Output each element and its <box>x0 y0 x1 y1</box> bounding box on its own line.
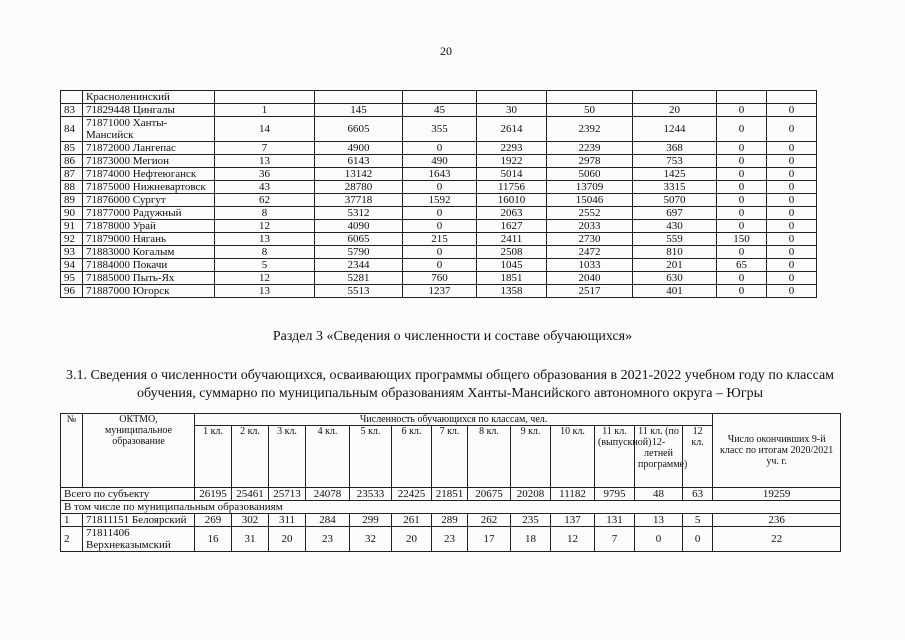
table-cell: 5014 <box>477 168 547 181</box>
table-cell: 0 <box>767 117 817 142</box>
table-cell: 760 <box>403 272 477 285</box>
table-cell: 0 <box>717 155 767 168</box>
table-cell: 0 <box>635 527 683 552</box>
table-cell: 2040 <box>547 272 633 285</box>
table-cell: 13 <box>635 514 683 527</box>
including-row <box>61 501 841 514</box>
header-row <box>61 414 841 426</box>
table-cell: 1045 <box>477 259 547 272</box>
municipality-name: 71885000 Пыть-Ях <box>83 272 215 285</box>
table-cell: 1 <box>215 104 315 117</box>
total-label: Всего по субъекту <box>61 488 195 501</box>
table-cell: 0 <box>767 246 817 259</box>
table-cell: 368 <box>633 142 717 155</box>
grade-header: 5 кл. <box>350 426 392 488</box>
table-cell: 14 <box>215 117 315 142</box>
table-cell: 13709 <box>547 181 633 194</box>
table-cell: 235 <box>511 514 551 527</box>
grade-header: 12 кл. <box>683 426 713 488</box>
row-number: 83 <box>61 104 83 117</box>
grade-header: 8 кл. <box>468 426 511 488</box>
table-cell: 0 <box>717 142 767 155</box>
table-row <box>61 181 817 194</box>
table-cell: 0 <box>767 142 817 155</box>
table-cell: 1851 <box>477 272 547 285</box>
table-cell: 20 <box>633 104 717 117</box>
municipality-name: 71872000 Лангепас <box>83 142 215 155</box>
total-value: 63 <box>683 488 713 501</box>
table-cell: 1627 <box>477 220 547 233</box>
row-number: 89 <box>61 194 83 207</box>
header-oktmo: ОКТМО, муниципальное образование <box>83 414 195 488</box>
total-value: 25461 <box>232 488 269 501</box>
municipality-name: 71877000 Радужный <box>83 207 215 220</box>
municipality-name: 71887000 Югорск <box>83 285 215 298</box>
total-value: 9795 <box>595 488 635 501</box>
row-number: 85 <box>61 142 83 155</box>
table-cell: 23 <box>432 527 468 552</box>
total-value: 22425 <box>392 488 432 501</box>
table-cell: 50 <box>547 104 633 117</box>
total-value: 24078 <box>306 488 350 501</box>
table-cell: 6065 <box>315 233 403 246</box>
table-cell: 1033 <box>547 259 633 272</box>
table-cell: 22 <box>713 527 841 552</box>
total-value: 48 <box>635 488 683 501</box>
grade-header: 4 кл. <box>306 426 350 488</box>
table-cell: 16 <box>195 527 232 552</box>
table-cell: 5 <box>215 259 315 272</box>
table-cell: 4090 <box>315 220 403 233</box>
table-row <box>61 207 817 220</box>
table-cell: 0 <box>717 194 767 207</box>
row-number: 88 <box>61 181 83 194</box>
table-cell: 23 <box>306 527 350 552</box>
table-cell: 0 <box>767 194 817 207</box>
total-value: 25713 <box>269 488 306 501</box>
municipality-name: 71878000 Урай <box>83 220 215 233</box>
table-cell: 3315 <box>633 181 717 194</box>
table-cell: 0 <box>767 155 817 168</box>
table-cell: 0 <box>767 233 817 246</box>
table-cell: 5060 <box>547 168 633 181</box>
table-cell: 0 <box>403 207 477 220</box>
table-cell: 32 <box>350 527 392 552</box>
grade-header: 10 кл. <box>551 426 595 488</box>
grade-header: 6 кл. <box>392 426 432 488</box>
table-cell: 45 <box>403 104 477 117</box>
table-cell: 137 <box>551 514 595 527</box>
table-cell: 6143 <box>315 155 403 168</box>
table-row <box>61 155 817 168</box>
table-cell: 2033 <box>547 220 633 233</box>
table-cell: 355 <box>403 117 477 142</box>
including-label: В том числе по муниципальным образованиям <box>61 501 841 514</box>
table-cell: 8 <box>215 207 315 220</box>
table-cell: 311 <box>269 514 306 527</box>
table-cell: 262 <box>468 514 511 527</box>
table-cell: 131 <box>595 514 635 527</box>
municipality-name: 71879000 Нягань <box>83 233 215 246</box>
table-cell: 1643 <box>403 168 477 181</box>
header-graduates: Число окончивших 9-й класс по итогам 2020/2021 уч. г. <box>713 414 841 488</box>
table-cell: 20 <box>392 527 432 552</box>
table-cell: 0 <box>767 168 817 181</box>
table-cell: 2614 <box>477 117 547 142</box>
table-row <box>61 259 817 272</box>
table-row <box>61 527 841 552</box>
table-cell: 17 <box>468 527 511 552</box>
table-cell: 5281 <box>315 272 403 285</box>
table-row <box>61 246 817 259</box>
table-cell: 0 <box>403 220 477 233</box>
table-cell: 1237 <box>403 285 477 298</box>
table-cell: 12 <box>215 220 315 233</box>
table-row <box>61 104 817 117</box>
header-num: № <box>61 414 83 488</box>
table-cell: 0 <box>767 285 817 298</box>
table-cell: 13 <box>215 233 315 246</box>
table-cell: 18 <box>511 527 551 552</box>
table-cell: 299 <box>350 514 392 527</box>
table-cell: 0 <box>717 207 767 220</box>
row-number: 86 <box>61 155 83 168</box>
table-cell: 289 <box>432 514 468 527</box>
table-cell: 12 <box>551 527 595 552</box>
total-value: 11182 <box>551 488 595 501</box>
municipality-name: 71875000 Нижневартовск <box>83 181 215 194</box>
table-row <box>61 142 817 155</box>
table-cell: 8 <box>215 246 315 259</box>
table-cell: 0 <box>717 181 767 194</box>
table-cell: 2063 <box>477 207 547 220</box>
table-cell: 15046 <box>547 194 633 207</box>
table-cell: 11756 <box>477 181 547 194</box>
students-by-grade-table <box>60 413 841 552</box>
municipality-table-continued <box>60 90 817 298</box>
table-cell: 1358 <box>477 285 547 298</box>
table-cell: 0 <box>717 246 767 259</box>
table-cell: 43 <box>215 181 315 194</box>
row-number: 1 <box>61 514 83 527</box>
table-cell: 559 <box>633 233 717 246</box>
row-number: 90 <box>61 207 83 220</box>
table-cell: 0 <box>717 285 767 298</box>
table-cell: 261 <box>392 514 432 527</box>
table-cell: 31 <box>232 527 269 552</box>
table-cell: 0 <box>717 117 767 142</box>
table-cell: 2344 <box>315 259 403 272</box>
municipality-name: 71811406 Верхнеказымский <box>83 527 195 552</box>
total-value: 26195 <box>195 488 232 501</box>
table-cell: 753 <box>633 155 717 168</box>
table-cell: 0 <box>683 527 713 552</box>
table-cell: 2552 <box>547 207 633 220</box>
table-cell: 13142 <box>315 168 403 181</box>
table-cell: 2239 <box>547 142 633 155</box>
municipality-name: 71883000 Когалым <box>83 246 215 259</box>
header-group: Численность обучающихся по классам, чел. <box>195 414 713 426</box>
table-cell: 0 <box>767 272 817 285</box>
table-row <box>61 285 817 298</box>
table-cell: 36 <box>215 168 315 181</box>
municipality-name: 71874000 Нефтеюганск <box>83 168 215 181</box>
table-cell: 0 <box>767 104 817 117</box>
table-cell: 13 <box>215 285 315 298</box>
table-row <box>61 514 841 527</box>
total-row <box>61 488 841 501</box>
table-cell: 630 <box>633 272 717 285</box>
table-cell: 0 <box>767 259 817 272</box>
table-cell: 20 <box>269 527 306 552</box>
table-cell: 16010 <box>477 194 547 207</box>
table-row <box>61 117 817 142</box>
table-cell: 0 <box>403 142 477 155</box>
table-cell: 2293 <box>477 142 547 155</box>
grade-header: 11 кл. (по 12-летней программе) <box>635 426 683 488</box>
municipality-name: 71873000 Мегион <box>83 155 215 168</box>
table-cell: 4900 <box>315 142 403 155</box>
table-cell: 284 <box>306 514 350 527</box>
table-cell: 7 <box>595 527 635 552</box>
table-cell: 0 <box>767 220 817 233</box>
table-row <box>61 91 817 104</box>
table-cell: 2978 <box>547 155 633 168</box>
table-cell: 5513 <box>315 285 403 298</box>
table-cell: 5790 <box>315 246 403 259</box>
table-cell: 145 <box>315 104 403 117</box>
table-cell: 810 <box>633 246 717 259</box>
total-value: 20675 <box>468 488 511 501</box>
table-cell: 7 <box>215 142 315 155</box>
table-cell: 269 <box>195 514 232 527</box>
table-cell: 1922 <box>477 155 547 168</box>
table-cell: 697 <box>633 207 717 220</box>
table-cell: 2411 <box>477 233 547 246</box>
total-value: 21851 <box>432 488 468 501</box>
total-value: 19259 <box>713 488 841 501</box>
table-cell: 5 <box>683 514 713 527</box>
row-number: 91 <box>61 220 83 233</box>
row-number: 93 <box>61 246 83 259</box>
table-cell: 401 <box>633 285 717 298</box>
table-cell: 30 <box>477 104 547 117</box>
table-cell: 150 <box>717 233 767 246</box>
table-cell: 13 <box>215 155 315 168</box>
table-cell: 2472 <box>547 246 633 259</box>
table-cell: 62 <box>215 194 315 207</box>
table-cell: 0 <box>403 181 477 194</box>
table-cell: 65 <box>717 259 767 272</box>
table-cell: 0 <box>767 181 817 194</box>
row-number: 84 <box>61 117 83 142</box>
table-cell: 0 <box>717 104 767 117</box>
municipality-name: 71811151 Белоярский <box>83 514 195 527</box>
table-cell: 0 <box>717 220 767 233</box>
grade-header: 7 кл. <box>432 426 468 488</box>
grade-header: 11 кл. (выпускной) <box>595 426 635 488</box>
grade-header: 1 кл. <box>195 426 232 488</box>
table-cell: 2730 <box>547 233 633 246</box>
row-number: 94 <box>61 259 83 272</box>
total-value: 20208 <box>511 488 551 501</box>
municipality-name: 71884000 Покачи <box>83 259 215 272</box>
municipality-name: 71829448 Цингалы <box>83 104 215 117</box>
row-number: 95 <box>61 272 83 285</box>
table-cell: 1592 <box>403 194 477 207</box>
table-cell: 1425 <box>633 168 717 181</box>
table-row <box>61 194 817 207</box>
grade-header: 3 кл. <box>269 426 306 488</box>
row-number: 2 <box>61 527 83 552</box>
table-cell: 430 <box>633 220 717 233</box>
table-cell: 490 <box>403 155 477 168</box>
row-number: 87 <box>61 168 83 181</box>
table-cell: 201 <box>633 259 717 272</box>
table-row <box>61 272 817 285</box>
table-cell: 2508 <box>477 246 547 259</box>
table-cell: 0 <box>403 246 477 259</box>
table-cell: 1244 <box>633 117 717 142</box>
grade-header: 2 кл. <box>232 426 269 488</box>
table-cell: Красноленинский <box>83 91 215 104</box>
table-cell: 0 <box>717 168 767 181</box>
table-cell: 0 <box>767 207 817 220</box>
municipality-name: 71871000 Ханты-Мансийск <box>83 117 215 142</box>
table-cell: 236 <box>713 514 841 527</box>
page-number: 20 <box>440 44 452 58</box>
table-cell: 215 <box>403 233 477 246</box>
table-cell: 0 <box>717 272 767 285</box>
row-number: 92 <box>61 233 83 246</box>
table-row <box>61 168 817 181</box>
table-cell: 2392 <box>547 117 633 142</box>
table-cell: 0 <box>403 259 477 272</box>
total-value: 23533 <box>350 488 392 501</box>
table-row <box>61 233 817 246</box>
table-cell: 6605 <box>315 117 403 142</box>
section-title: Раздел 3 «Сведения о численности и составе обучающихся» <box>272 329 633 344</box>
table-cell: 28780 <box>315 181 403 194</box>
table-cell: 5070 <box>633 194 717 207</box>
table-cell: 12 <box>215 272 315 285</box>
table-cell: 302 <box>232 514 269 527</box>
table-row <box>61 220 817 233</box>
row-number: 96 <box>61 285 83 298</box>
municipality-name: 71876000 Сургут <box>83 194 215 207</box>
subsection-title: 3.1. Сведения о численности обучающихся, осваивающих программы общего образования в 2021-2022 учебном году по классам обучения, суммарно по муниципальным образованиям Ханты-Мансийского автономного округа – Югры <box>65 368 835 401</box>
table-cell: 37718 <box>315 194 403 207</box>
table-cell: 5312 <box>315 207 403 220</box>
table-cell: 2517 <box>547 285 633 298</box>
grade-header: 9 кл. <box>511 426 551 488</box>
